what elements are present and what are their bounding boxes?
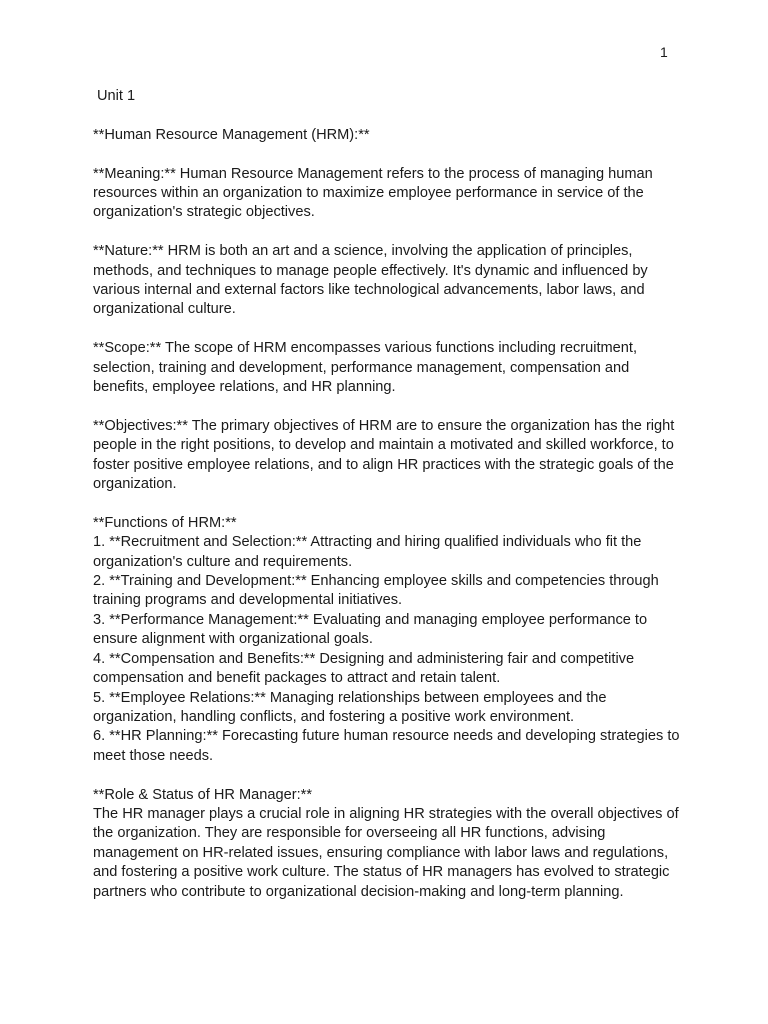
functions-list: [93, 533, 683, 766]
list-item: 3. **Performance Management:** Evaluating and managing employee performance to ensure alignment with organizational goals.: [93, 611, 648, 648]
role-paragraph: The HR manager plays a crucial role in aligning HR strategies with the overall objectives of the organization. They are responsible for overseeing all HR functions, advising management on HR-related issues, ensuring compliance with labor laws and regulations, and fostering a positive work culture. The status of HR managers has evolved to strategic partners who contribute to organizational decision-making and long-term planning.: [93, 805, 679, 900]
page-number: 1: [660, 44, 668, 60]
document-body: [93, 87, 683, 902]
list-item: 5. **Employee Relations:** Managing relationships between employees and the organization, handling conflicts, and fostering a positive work environment.: [93, 689, 607, 725]
list-item: 1. **Recruitment and Selection:** Attracting and hiring qualified individuals who fit the organization's culture and requirements.: [93, 534, 642, 570]
meaning-paragraph: **Meaning:** Human Resource Management refers to the process of managing human resources within an organization to maximize employee performance in service of the organization's strategic objectives.: [93, 165, 653, 221]
list-item: 6. **HR Planning:** Forecasting future human resource needs and developing strategies to meet those needs.: [93, 728, 680, 764]
scope-paragraph: **Scope:** The scope of HRM encompasses various functions including recruitment, selection, training and development, performance management, compensation and benefits, employee relations, and HR planning.: [93, 340, 638, 396]
functions-heading: **Functions of HRM:**: [93, 514, 237, 531]
objectives-paragraph: **Objectives:** The primary objectives of HRM are to ensure the organization has the right people in the right positions, to develop and maintain a motivated and skilled workforce, to foster positive employee relations, and to align HR practices with the strategic goals of the organization.: [93, 417, 675, 493]
role-heading: **Role & Status of HR Manager:**: [93, 786, 313, 803]
hrm-heading: **Human Resource Management (HRM):**: [93, 126, 370, 143]
unit-title: Unit 1: [97, 88, 136, 104]
nature-paragraph: **Nature:** HRM is both an art and a science, involving the application of principles, methods, and techniques to manage people effectively. It's dynamic and influenced by various internal and external factors like technological advancements, labor laws, and organizational culture.: [93, 243, 648, 318]
list-item: 4. **Compensation and Benefits:** Designing and administering fair and competitive compensation and benefit packages to attract and retain talent.: [93, 650, 635, 687]
list-item: 2. **Training and Development:** Enhancing employee skills and competencies through training programs and developmental initiatives.: [93, 573, 659, 609]
